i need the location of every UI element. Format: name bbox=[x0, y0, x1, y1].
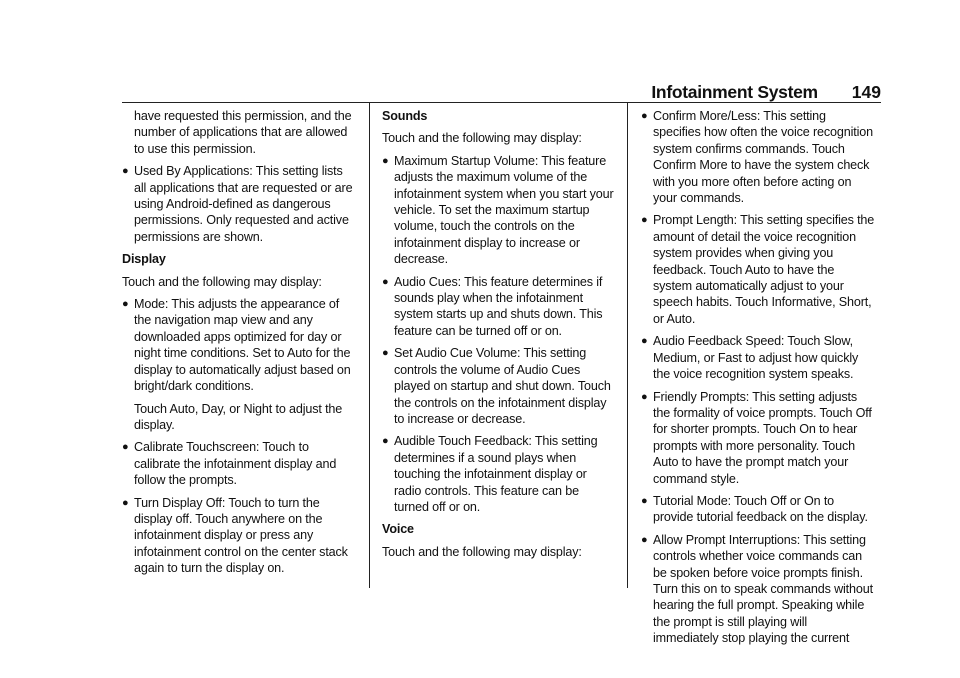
list-item bbox=[641, 108, 875, 206]
voice-list bbox=[641, 108, 875, 647]
list-item-text: Tutorial Mode: Touch Off or On to provide tutorial feedback on the display. bbox=[653, 493, 868, 525]
list-item-text: Friendly Prompts: This setting adjusts the formality of voice prompts. Touch Off for shorter prompts. Touch On to hear prompts with more personality. Touch Auto to have the prompt match your command style. bbox=[653, 389, 872, 486]
list-item-text: Audio Feedback Speed: Touch Slow, Medium, or Fast to adjust how quickly the voice recognition system speaks. bbox=[653, 334, 859, 382]
list-item bbox=[122, 296, 356, 394]
list-item-text: Allow Prompt Interruptions: This setting controls whether voice commands can be spoken before voice prompts finish. Turn this on to speak commands without hearing the full prompt. Speaking while the prompt is still playing will immediately stop playing the current bbox=[653, 532, 873, 646]
list-item bbox=[641, 333, 875, 382]
bullet-icon: ● bbox=[641, 110, 648, 122]
bullet-icon: ● bbox=[641, 494, 648, 507]
column-1 bbox=[122, 108, 356, 583]
list-item-text: Used By Applications: This setting lists all applications that are requested or are using Android-defined as dangerous permissions. Only requested and active permissions are shown. bbox=[134, 164, 353, 244]
list-item bbox=[641, 493, 875, 526]
list-item-text: Calibrate Touchscreen: Touch to calibrate the infotainment display and follow the prompts. bbox=[134, 440, 337, 488]
list-item bbox=[382, 345, 616, 427]
bullet-icon: ● bbox=[382, 275, 389, 288]
sounds-intro: Touch and the following may display: bbox=[382, 131, 582, 146]
list-item bbox=[122, 439, 356, 488]
bullet-icon: ● bbox=[382, 435, 389, 448]
column-divider-1 bbox=[369, 103, 370, 588]
sounds-heading: Sounds bbox=[382, 109, 428, 123]
permissions-list bbox=[122, 163, 356, 245]
list-item bbox=[122, 163, 356, 245]
list-item-text: Audible Touch Feedback: This setting determines if a sound plays when touching the infotainment display or radio controls. This feature can be turned off or on. bbox=[394, 434, 598, 514]
bullet-icon: ● bbox=[641, 335, 648, 348]
bullet-icon: ● bbox=[122, 298, 129, 311]
list-item-text: Set Audio Cue Volume: This setting controls the volume of Audio Cues played on startup and shut down. Touch the controls on the infotainment display to increase or decrease. bbox=[394, 346, 611, 426]
list-item-text: Audio Cues: This feature determines if sounds play when the infotainment system starts up and shuts down. This feature can be turned off or on. bbox=[394, 274, 603, 338]
bullet-icon: ● bbox=[382, 347, 389, 360]
list-item-text: Confirm More/Less: This setting specifies how often the voice recognition system confirms commands. Touch Confirm More to have the system check with you more often before acting on your commands. bbox=[653, 109, 873, 206]
display-list-cont bbox=[122, 439, 356, 576]
display-list bbox=[122, 296, 356, 394]
page-number: 149 bbox=[851, 82, 881, 102]
bullet-icon: ● bbox=[122, 496, 129, 509]
column-2 bbox=[382, 108, 616, 566]
bullet-icon: ● bbox=[382, 154, 389, 167]
page-header bbox=[0, 82, 881, 103]
continuation-paragraph: have requested this permission, and the number of applications that are allowed to use this permission. bbox=[134, 109, 352, 156]
section-title: Infotainment System bbox=[651, 82, 818, 102]
column-3 bbox=[641, 108, 875, 653]
bullet-icon: ● bbox=[122, 441, 129, 454]
bullet-icon: ● bbox=[641, 533, 648, 546]
voice-intro: Touch and the following may display: bbox=[382, 544, 582, 559]
list-item-text: Maximum Startup Volume: This feature adjusts the maximum volume of the infotainment system when you start your vehicle. To set the maximum startup volume, touch the controls on the infotainment display to increase or decrease. bbox=[394, 153, 614, 267]
mode-followup: Touch Auto, Day, or Night to adjust the display. bbox=[134, 401, 343, 432]
display-intro: Touch and the following may display: bbox=[122, 274, 322, 289]
voice-heading: Voice bbox=[382, 522, 414, 537]
list-item bbox=[641, 212, 875, 327]
list-item bbox=[641, 389, 875, 487]
list-item bbox=[382, 153, 616, 268]
list-item bbox=[382, 274, 616, 340]
bullet-icon: ● bbox=[641, 390, 648, 403]
display-heading: Display bbox=[122, 252, 166, 267]
header-rule bbox=[122, 102, 881, 103]
sounds-list bbox=[382, 153, 616, 516]
list-item bbox=[641, 532, 875, 647]
bullet-icon: ● bbox=[641, 214, 648, 227]
list-item bbox=[382, 433, 616, 515]
list-item-text: Turn Display Off: Touch to turn the display off. Touch anywhere on the infotainment display or press any infotainment control on the center stack again to turn the display on. bbox=[134, 495, 348, 576]
list-item-text: Mode: This adjusts the appearance of the navigation map view and any downloaded apps optimized for day or night time conditions. Set to Auto for the display to automatically adjust based on bright/dark conditions. bbox=[134, 297, 351, 394]
list-item-text: Prompt Length: This setting specifies the amount of detail the voice recognition system provides when giving you feedback. Touch Auto to have the system automatically adjust to your speech habits. Touch Informative, Short, or Auto. bbox=[653, 213, 875, 326]
bullet-icon: ● bbox=[122, 165, 129, 178]
list-item bbox=[122, 495, 356, 577]
column-divider-2 bbox=[627, 103, 628, 588]
